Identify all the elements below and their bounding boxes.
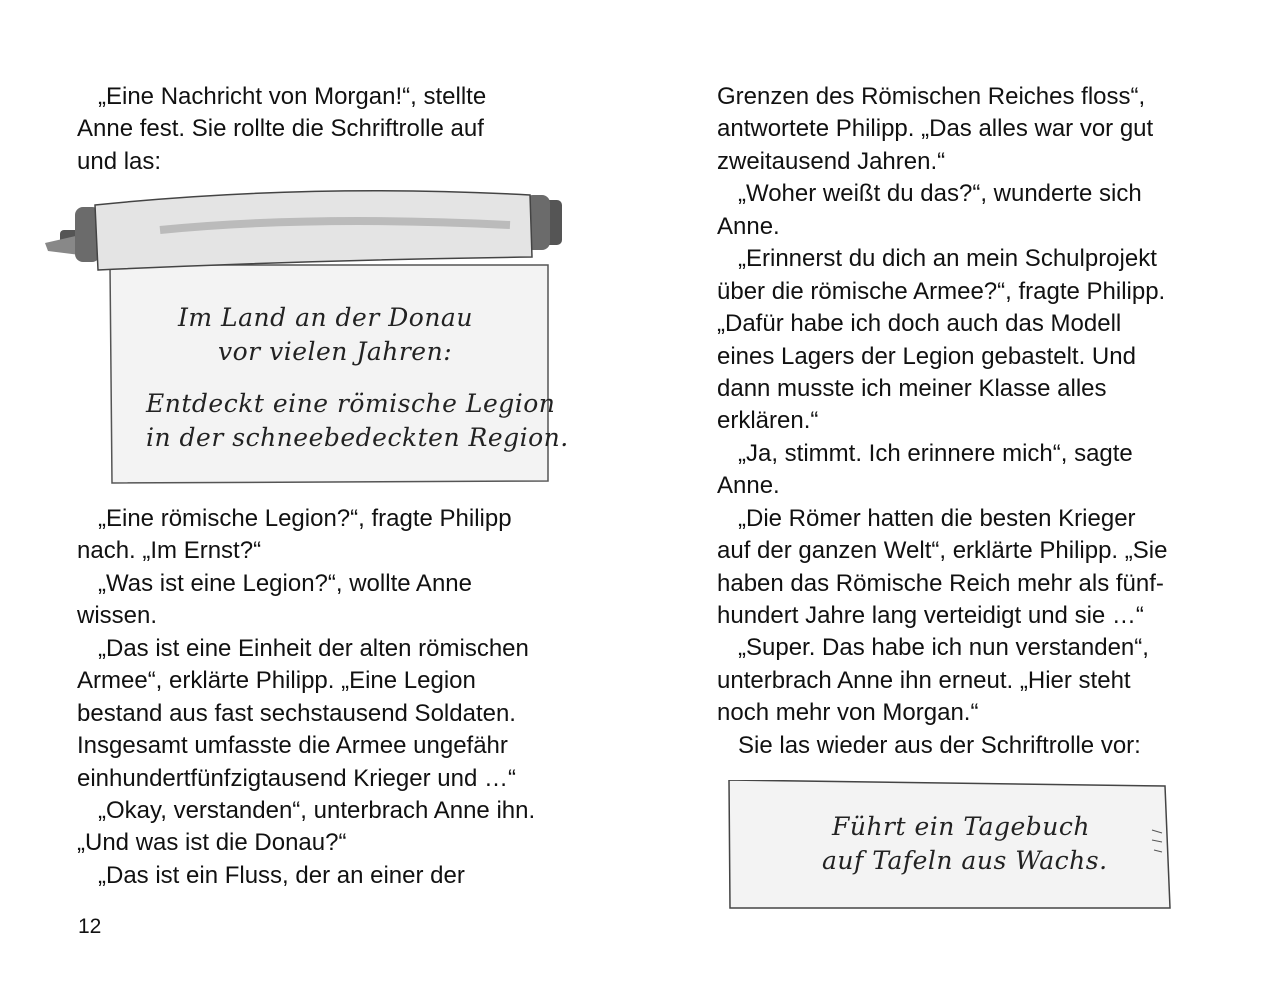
text-line: „Und was ist die Donau?“	[77, 829, 347, 857]
text-line: „Das ist ein Fluss, der an einer der	[98, 861, 465, 889]
left-bottom-text	[77, 503, 535, 892]
page-number: 12	[78, 915, 102, 938]
text-line: Armee“, erklärte Philipp. „Eine Legion	[77, 667, 476, 695]
text-line: antwortete Philipp. „Das alles war vor gut	[717, 115, 1154, 143]
text-line: Sie las wieder aus der Schriftrolle vor:	[738, 731, 1141, 759]
text-line: „Ja, stimmt. Ich erinnere mich“, sagte	[738, 439, 1133, 467]
text-line: „Dafür habe ich doch auch das Modell	[717, 310, 1122, 338]
text-line: „Was ist eine Legion?“, wollte Anne	[98, 569, 472, 597]
text-line: dann musste ich meiner Klasse alles	[717, 374, 1107, 402]
scroll-illustration-1	[40, 185, 585, 485]
text-line: eines Lagers der Legion gebastelt. Und	[717, 342, 1136, 370]
text-line: und las:	[77, 147, 162, 175]
text-line: nach. „Im Ernst?“	[77, 537, 262, 565]
text-line: erklären.“	[717, 407, 819, 435]
scroll-line: auf Tafeln aus Wachs.	[822, 846, 1108, 875]
text-line: bestand aus fast sechstausend Soldaten.	[77, 699, 516, 727]
text-line: „Die Römer hatten die besten Krieger	[738, 504, 1136, 532]
text-line: „Erinnerst du dich an mein Schulprojekt	[738, 245, 1157, 273]
text-line: über die römische Armee?“, fragte Philipp.	[717, 277, 1166, 305]
text-line: „Eine Nachricht von Morgan!“, stellte	[98, 83, 487, 110]
scroll-drawing	[727, 780, 1172, 910]
scroll-line: in der schneebedeckten Region.	[146, 423, 569, 452]
text-line: „Das ist eine Einheit der alten römischen	[98, 634, 529, 662]
text-line: zweitausend Jahren.“	[717, 147, 946, 175]
text-line: noch mehr von Morgan.“	[717, 699, 979, 727]
text-line: „Super. Das habe ich nun verstanden“,	[738, 634, 1149, 662]
text-line: „Woher weißt du das?“, wunderte sich	[738, 180, 1142, 208]
scroll-illustration-2	[727, 780, 1172, 910]
text-line: „Eine römische Legion?“, fragte Philipp	[98, 505, 512, 532]
scroll-line: vor vielen Jahren:	[218, 337, 453, 366]
text-line: Anne.	[717, 472, 780, 500]
left-top-text	[77, 81, 486, 178]
scroll-line: Im Land an der Donau	[178, 303, 473, 332]
text-line: Anne.	[717, 212, 780, 240]
text-line: „Okay, verstanden“, unterbrach Anne ihn.	[98, 796, 536, 824]
text-line: Anne fest. Sie rollte die Schriftrolle auf	[77, 115, 484, 143]
right-text	[717, 81, 1167, 762]
scroll-line: Entdeckt eine römische Legion	[146, 389, 556, 418]
text-line: Grenzen des Römischen Reiches floss“,	[717, 83, 1146, 110]
text-line: auf der ganzen Welt“, erklärte Philipp. „Sie	[717, 537, 1168, 565]
text-line: haben das Römische Reich mehr als fünf-	[717, 569, 1164, 597]
scroll-line: Führt ein Tagebuch	[832, 812, 1090, 841]
text-line: hundert Jahre lang verteidigt und sie …“	[717, 602, 1144, 629]
text-line: unterbrach Anne ihn erneut. „Hier steht	[717, 666, 1131, 694]
text-line: Insgesamt umfasste die Armee ungefähr	[77, 732, 508, 760]
text-line: wissen.	[77, 602, 158, 630]
text-line: einhundertfünfzigtausend Krieger und …“	[77, 764, 516, 792]
